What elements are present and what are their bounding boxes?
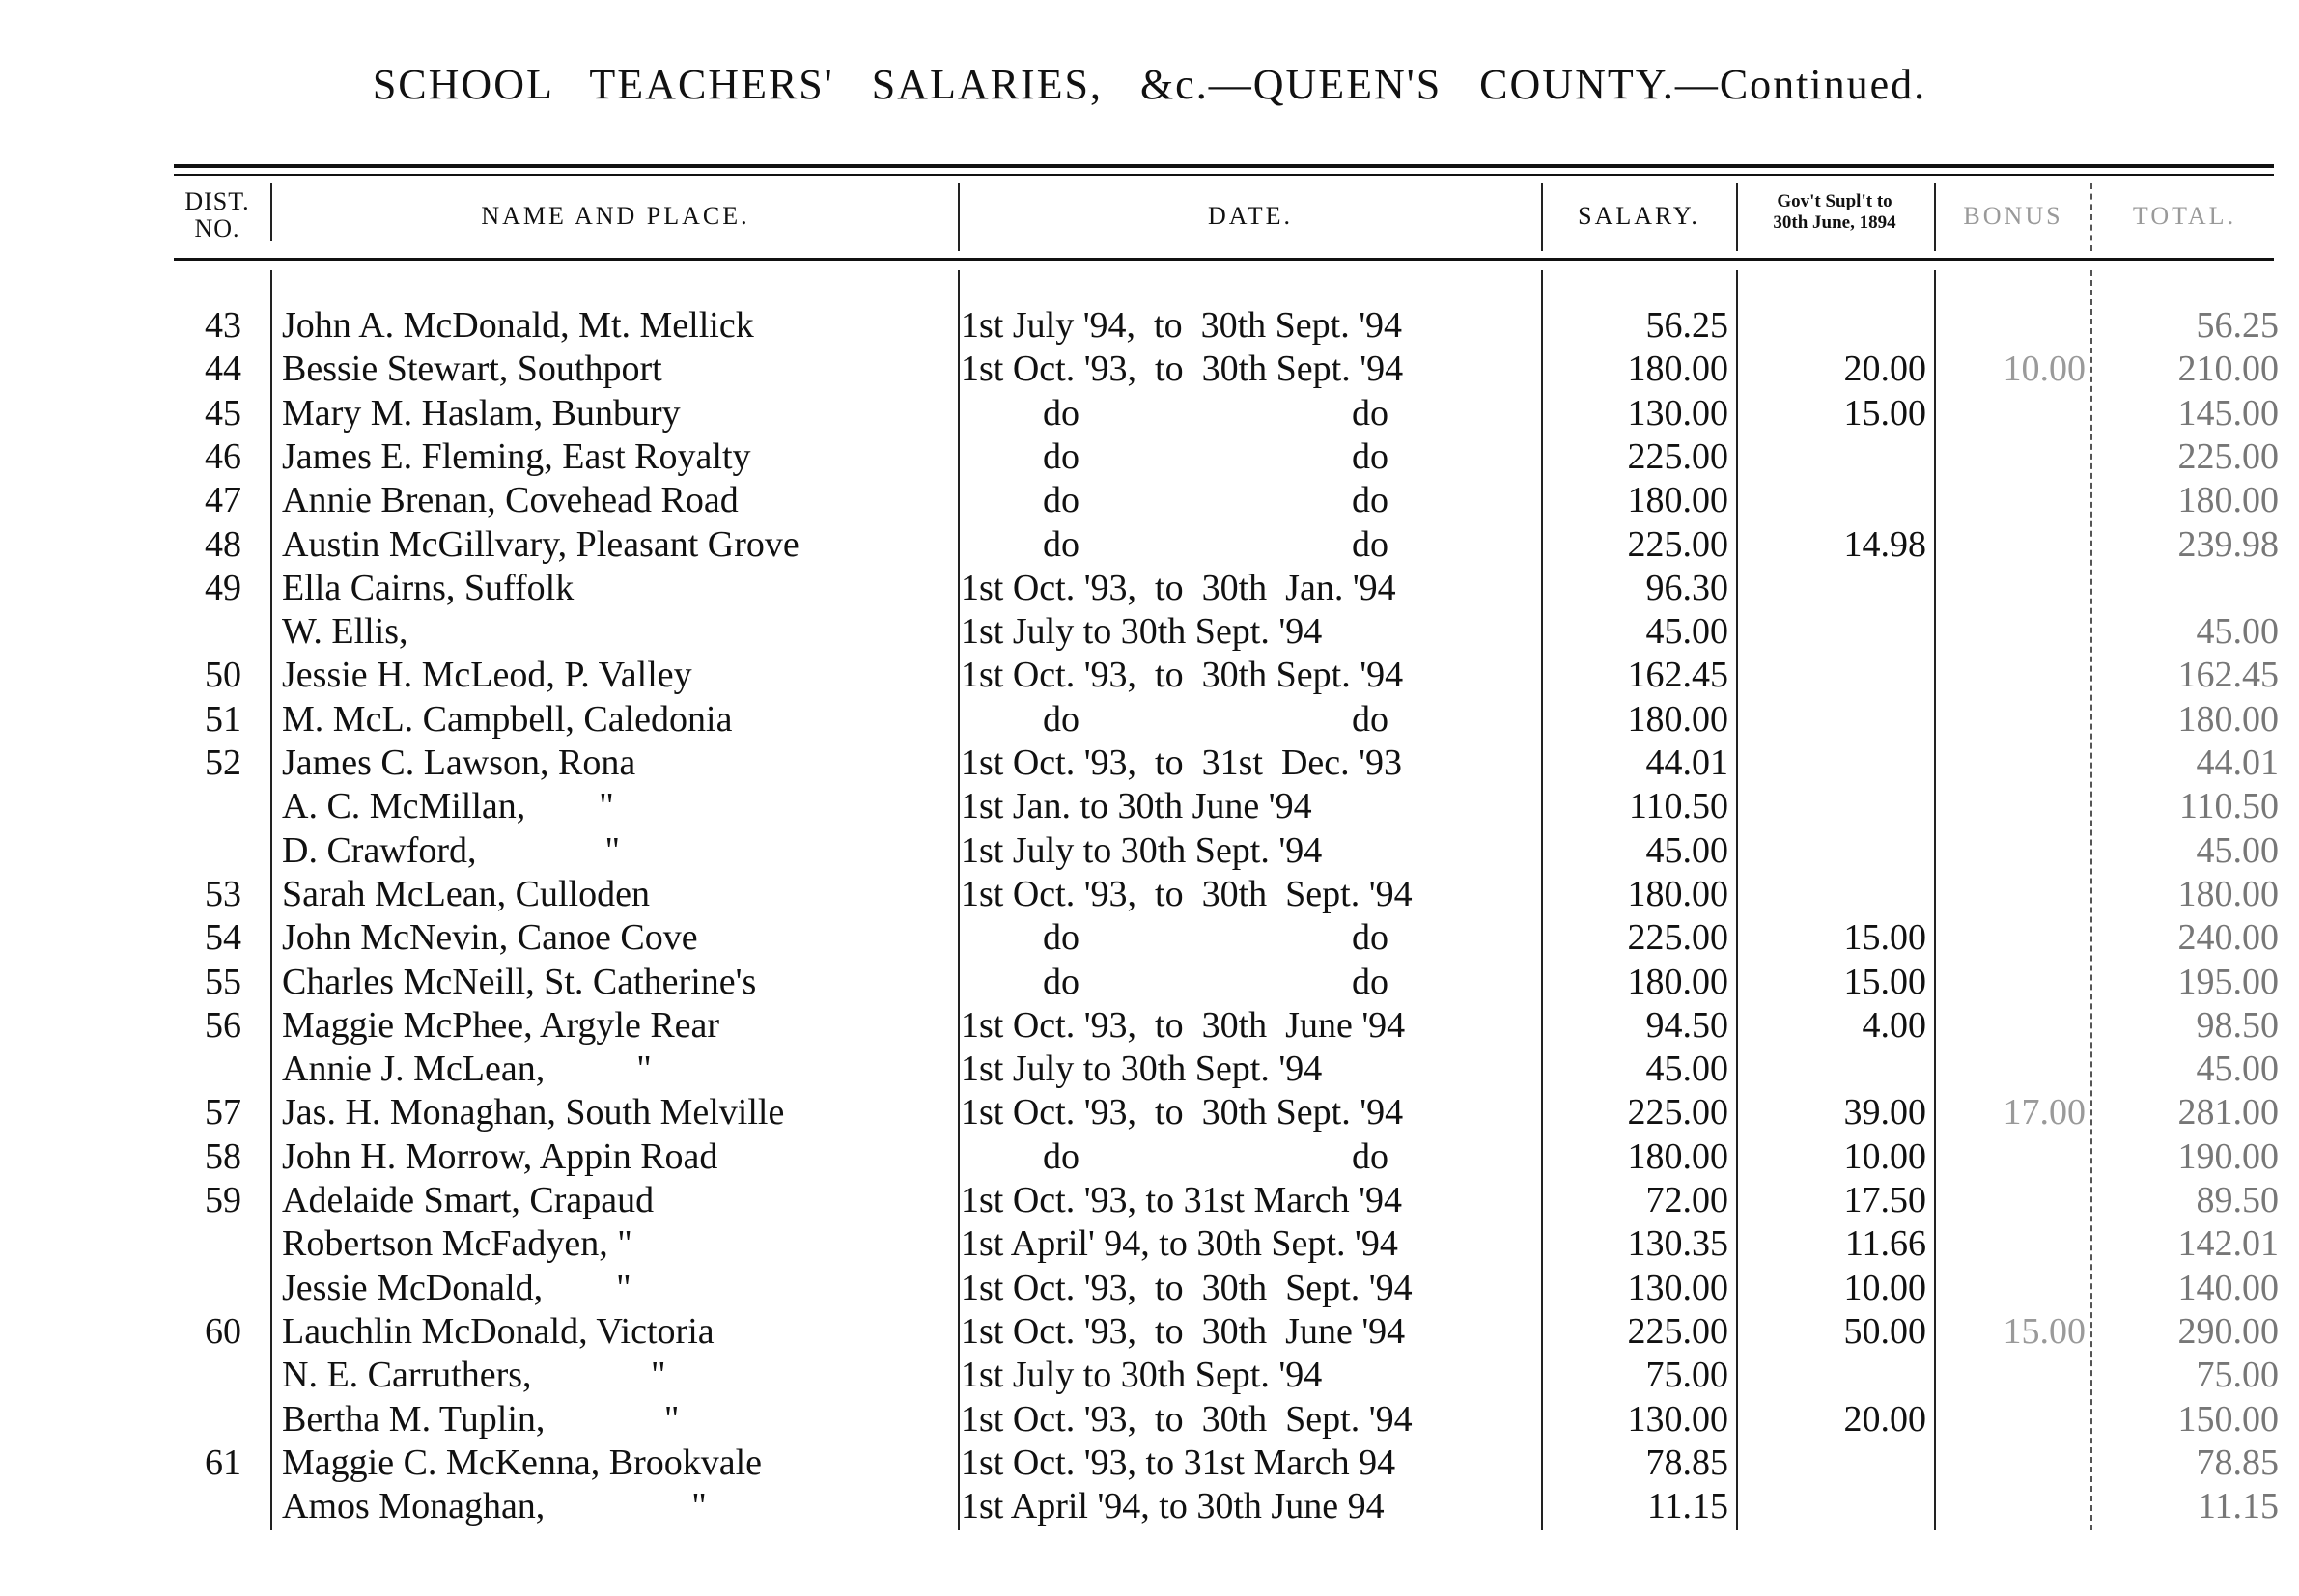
- table-row: [0, 785, 2299, 828]
- table-row: [0, 1398, 2299, 1442]
- total-cell: 290.00: [2177, 1310, 2279, 1352]
- salary-cell: 44.01: [1645, 742, 1728, 783]
- table-row: [0, 1048, 2299, 1091]
- top-rule-thin: [174, 174, 2274, 176]
- date-ditto-from-cell: do: [1043, 480, 1079, 521]
- table-row: [0, 654, 2299, 697]
- salary-cell: 225.00: [1627, 523, 1728, 565]
- total-cell: 45.00: [2196, 1049, 2279, 1090]
- header-salary: SALARY.: [1578, 202, 1700, 230]
- table-row: [0, 1267, 2299, 1310]
- dist-no-cell: 45: [205, 392, 241, 434]
- dist-no-cell: 50: [205, 655, 241, 696]
- salary-cell: 110.50: [1628, 786, 1728, 827]
- total-cell: 150.00: [2177, 1398, 2279, 1440]
- total-cell: 225.00: [2177, 435, 2279, 477]
- date-ditto-from-cell: do: [1043, 523, 1079, 565]
- date-ditto-to-cell: do: [1352, 523, 1388, 565]
- total-cell: 45.00: [2196, 829, 2279, 871]
- date-cell: 1st Oct. '93, to 30th June '94: [961, 1310, 1406, 1352]
- dist-no-cell: 58: [205, 1135, 241, 1177]
- total-cell: 44.01: [2196, 742, 2279, 783]
- date-cell: 1st Oct. '93, to 31st Dec. '93: [961, 742, 1402, 783]
- table-row: [0, 1179, 2299, 1222]
- total-cell: 195.00: [2177, 961, 2279, 1002]
- dist-no-cell: 59: [205, 1180, 241, 1220]
- table-row: [0, 392, 2299, 435]
- header-rule: [174, 258, 2274, 261]
- total-cell: 140.00: [2177, 1267, 2279, 1308]
- salary-cell: 45.00: [1645, 1049, 1728, 1090]
- dist-no-cell: 56: [205, 1004, 241, 1046]
- gov-supplement-cell: 10.00: [1843, 1135, 1926, 1177]
- total-cell: 11.15: [2197, 1486, 2279, 1527]
- gov-supplement-cell: 15.00: [1843, 917, 1926, 959]
- name-place-cell: Annie J. McLean, ": [282, 1049, 652, 1090]
- dist-no-cell: 54: [205, 917, 241, 959]
- name-place-cell: N. E. Carruthers, ": [282, 1355, 666, 1396]
- header-dist-no-line1: DIST.: [184, 187, 250, 215]
- table-row: [0, 873, 2299, 916]
- date-cell: 1st Oct. '93, to 30th June '94: [961, 1004, 1406, 1046]
- name-place-cell: Robertson McFadyen, ": [282, 1223, 632, 1265]
- salary-cell: 180.00: [1627, 1135, 1728, 1177]
- date-ditto-to-cell: do: [1352, 480, 1388, 521]
- total-cell: 239.98: [2177, 523, 2279, 565]
- name-place-cell: Annie Brenan, Covehead Road: [282, 480, 739, 521]
- table-row: [0, 1310, 2299, 1354]
- salary-cell: 75.00: [1645, 1355, 1728, 1396]
- name-place-cell: Jessie H. McLeod, P. Valley: [282, 655, 692, 696]
- date-cell: 1st Jan. to 30th June '94: [961, 786, 1312, 827]
- table-row: [0, 567, 2299, 610]
- table-row: [0, 916, 2299, 960]
- table-row: [0, 348, 2299, 391]
- total-cell: 240.00: [2177, 917, 2279, 959]
- date-cell: 1st April' 94, to 30th Sept. '94: [961, 1223, 1398, 1265]
- date-cell: 1st July to 30th Sept. '94: [961, 829, 1323, 871]
- date-cell: 1st July to 30th Sept. '94: [961, 611, 1323, 653]
- gov-supplement-cell: 15.00: [1843, 392, 1926, 434]
- table-row: [0, 1442, 2299, 1485]
- date-ditto-to-cell: do: [1352, 698, 1388, 740]
- col-divider-gov: [1934, 183, 1936, 251]
- col-divider-no: [270, 183, 272, 241]
- table-row: [0, 435, 2299, 479]
- name-place-cell: Mary M. Haslam, Bunbury: [282, 392, 681, 434]
- bonus-cell: 17.00: [2003, 1092, 2086, 1134]
- table-row: [0, 961, 2299, 1004]
- salary-cell: 96.30: [1645, 567, 1728, 608]
- total-cell: 98.50: [2196, 1004, 2279, 1046]
- name-place-cell: John A. McDonald, Mt. Mellick: [282, 305, 754, 346]
- top-rule: [174, 164, 2274, 168]
- date-ditto-from-cell: do: [1043, 961, 1079, 1002]
- dist-no-cell: 55: [205, 961, 241, 1002]
- date-ditto-to-cell: do: [1352, 435, 1388, 477]
- dist-no-cell: 48: [205, 523, 241, 565]
- total-cell: 142.01: [2177, 1223, 2279, 1265]
- header-bonus: BONUS: [1963, 202, 2063, 230]
- table-row: [0, 829, 2299, 873]
- total-cell: 145.00: [2177, 392, 2279, 434]
- date-cell: 1st Oct. '93, to 30th Sept. '94: [961, 1267, 1413, 1308]
- bonus-cell: 10.00: [2003, 349, 2086, 390]
- table-row: [0, 1091, 2299, 1134]
- name-place-cell: Adelaide Smart, Crapaud: [282, 1180, 655, 1220]
- total-cell: 180.00: [2177, 873, 2279, 914]
- name-place-cell: John H. Morrow, Appin Road: [282, 1135, 718, 1177]
- table-row: [0, 1135, 2299, 1179]
- total-cell: 56.25: [2196, 305, 2279, 346]
- gov-supplement-cell: 20.00: [1843, 1398, 1926, 1440]
- name-place-cell: D. Crawford, ": [282, 829, 621, 871]
- gov-supplement-cell: 39.00: [1843, 1092, 1926, 1134]
- date-ditto-to-cell: do: [1352, 961, 1388, 1002]
- total-cell: 210.00: [2177, 349, 2279, 390]
- name-place-cell: Lauchlin McDonald, Victoria: [282, 1310, 715, 1352]
- date-ditto-to-cell: do: [1352, 917, 1388, 959]
- name-place-cell: Bertha M. Tuplin, ": [282, 1398, 680, 1440]
- salary-cell: 56.25: [1645, 305, 1728, 346]
- date-ditto-to-cell: do: [1352, 1135, 1388, 1177]
- salary-cell: 180.00: [1627, 698, 1728, 740]
- dist-no-cell: 43: [205, 305, 241, 346]
- total-cell: 190.00: [2177, 1135, 2279, 1177]
- name-place-cell: Sarah McLean, Culloden: [282, 873, 650, 914]
- dist-no-cell: 57: [205, 1092, 241, 1134]
- salary-cell: 72.00: [1645, 1180, 1728, 1220]
- gov-supplement-cell: 17.50: [1843, 1180, 1926, 1220]
- name-place-cell: Jas. H. Monaghan, South Melville: [282, 1092, 785, 1134]
- date-ditto-to-cell: do: [1352, 392, 1388, 434]
- col-divider-bonus: [2090, 183, 2092, 251]
- name-place-cell: A. C. McMillan, ": [282, 786, 614, 827]
- date-cell: 1st Oct. '93, to 30th Sept. '94: [961, 349, 1404, 390]
- total-cell: 75.00: [2196, 1355, 2279, 1396]
- total-cell: 180.00: [2177, 480, 2279, 521]
- gov-supplement-cell: 14.98: [1843, 523, 1926, 565]
- table-row: [0, 742, 2299, 785]
- col-divider-date: [1541, 183, 1543, 251]
- date-ditto-from-cell: do: [1043, 435, 1079, 477]
- date-cell: 1st Oct. '93, to 31st March '94: [961, 1180, 1402, 1220]
- date-cell: 1st Oct. '93, to 30th Jan. '94: [961, 567, 1396, 608]
- header-total: TOTAL.: [2132, 202, 2237, 230]
- header-gov-line1: Gov't Supl't to: [1777, 191, 1892, 211]
- salary-cell: 225.00: [1627, 435, 1728, 477]
- date-ditto-from-cell: do: [1043, 1135, 1079, 1177]
- total-cell: 45.00: [2196, 611, 2279, 653]
- total-cell: 281.00: [2177, 1092, 2279, 1134]
- salary-cell: 180.00: [1627, 349, 1728, 390]
- total-cell: 78.85: [2196, 1442, 2279, 1483]
- salary-cell: 94.50: [1645, 1004, 1728, 1046]
- salary-cell: 180.00: [1627, 873, 1728, 914]
- table-row: [0, 698, 2299, 742]
- date-ditto-from-cell: do: [1043, 698, 1079, 740]
- dist-no-cell: 49: [205, 567, 241, 608]
- header-gov-suplt: [1738, 191, 1931, 234]
- date-cell: 1st July to 30th Sept. '94: [961, 1355, 1323, 1396]
- bonus-cell: 15.00: [2003, 1310, 2086, 1352]
- dist-no-cell: 61: [205, 1442, 241, 1483]
- name-place-cell: W. Ellis,: [282, 611, 408, 653]
- date-ditto-from-cell: do: [1043, 392, 1079, 434]
- gov-supplement-cell: 4.00: [1862, 1004, 1926, 1046]
- total-cell: 89.50: [2196, 1180, 2279, 1220]
- dist-no-cell: 44: [205, 349, 241, 390]
- gov-supplement-cell: 20.00: [1843, 349, 1926, 390]
- salary-cell: 225.00: [1627, 1092, 1728, 1134]
- salary-cell: 225.00: [1627, 1310, 1728, 1352]
- dist-no-cell: 46: [205, 435, 241, 477]
- table-row: [0, 1485, 2299, 1528]
- table-row: [0, 1222, 2299, 1266]
- salary-cell: 11.15: [1646, 1486, 1728, 1527]
- gov-supplement-cell: 10.00: [1843, 1267, 1926, 1308]
- total-cell: 162.45: [2177, 655, 2279, 696]
- salary-cell: 180.00: [1627, 961, 1728, 1002]
- total-cell: 180.00: [2177, 698, 2279, 740]
- col-divider-salary: [1736, 183, 1738, 251]
- salary-cell: 130.35: [1627, 1223, 1728, 1265]
- header-dist-no-line2: NO.: [194, 214, 240, 242]
- col-divider-name: [958, 183, 960, 251]
- table-row: [0, 1004, 2299, 1048]
- date-cell: 1st Oct. '93, to 30th Sept. '94: [961, 1398, 1413, 1440]
- table-row: [0, 479, 2299, 522]
- salary-cell: 45.00: [1645, 829, 1728, 871]
- name-place-cell: James E. Fleming, East Royalty: [282, 435, 751, 477]
- name-place-cell: John McNevin, Canoe Cove: [282, 917, 698, 959]
- header-date: DATE.: [1208, 202, 1293, 230]
- salary-cell: 45.00: [1645, 611, 1728, 653]
- date-cell: 1st Oct. '93, to 31st March 94: [961, 1442, 1396, 1483]
- name-place-cell: Maggie McPhee, Argyle Rear: [282, 1004, 720, 1046]
- date-cell: 1st July to 30th Sept. '94: [961, 1049, 1323, 1090]
- name-place-cell: Jessie McDonald, ": [282, 1267, 631, 1308]
- name-place-cell: Maggie C. McKenna, Brookvale: [282, 1442, 763, 1483]
- name-place-cell: Ella Cairns, Suffolk: [282, 567, 575, 608]
- date-cell: 1st April '94, to 30th June 94: [961, 1486, 1385, 1527]
- dist-no-cell: 51: [205, 698, 241, 740]
- total-cell: 110.50: [2178, 786, 2279, 827]
- name-place-cell: Charles McNeill, St. Catherine's: [282, 961, 757, 1002]
- name-place-cell: M. McL. Campbell, Caledonia: [282, 698, 733, 740]
- salary-cell: 162.45: [1627, 655, 1728, 696]
- date-cell: 1st Oct. '93, to 30th Sept. '94: [961, 655, 1404, 696]
- salary-cell: 130.00: [1627, 1267, 1728, 1308]
- name-place-cell: James C. Lawson, Rona: [282, 742, 636, 783]
- table-row: [0, 523, 2299, 567]
- date-ditto-from-cell: do: [1043, 917, 1079, 959]
- header-name: NAME AND PLACE.: [481, 202, 750, 230]
- salary-cell: 130.00: [1627, 1398, 1728, 1440]
- salary-cell: 78.85: [1645, 1442, 1728, 1483]
- table-row: [0, 1354, 2299, 1397]
- table-row: [0, 610, 2299, 654]
- name-place-cell: Amos Monaghan, ": [282, 1486, 707, 1527]
- gov-supplement-cell: 15.00: [1843, 961, 1926, 1002]
- name-place-cell: Austin McGillvary, Pleasant Grove: [282, 523, 799, 565]
- dist-no-cell: 47: [205, 480, 241, 521]
- table-row: [0, 304, 2299, 348]
- dist-no-cell: 53: [205, 873, 241, 914]
- salary-cell: 225.00: [1627, 917, 1728, 959]
- page-title: SCHOOL TEACHERS' SALARIES, &c.—QUEEN'S COUNTY.—Continued.: [372, 61, 1927, 108]
- salary-cell: 130.00: [1627, 392, 1728, 434]
- dist-no-cell: 60: [205, 1310, 241, 1352]
- name-place-cell: Bessie Stewart, Southport: [282, 349, 662, 390]
- header-gov-line2: 30th June, 1894: [1773, 212, 1896, 233]
- dist-no-cell: 52: [205, 742, 241, 783]
- date-cell: 1st July '94, to 30th Sept. '94: [961, 305, 1403, 346]
- header-dist-no: [174, 188, 261, 242]
- gov-supplement-cell: 50.00: [1843, 1310, 1926, 1352]
- date-cell: 1st Oct. '93, to 30th Sept. '94: [961, 1092, 1404, 1134]
- gov-supplement-cell: 11.66: [1844, 1223, 1926, 1265]
- date-cell: 1st Oct. '93, to 30th Sept. '94: [961, 873, 1413, 914]
- salary-cell: 180.00: [1627, 480, 1728, 521]
